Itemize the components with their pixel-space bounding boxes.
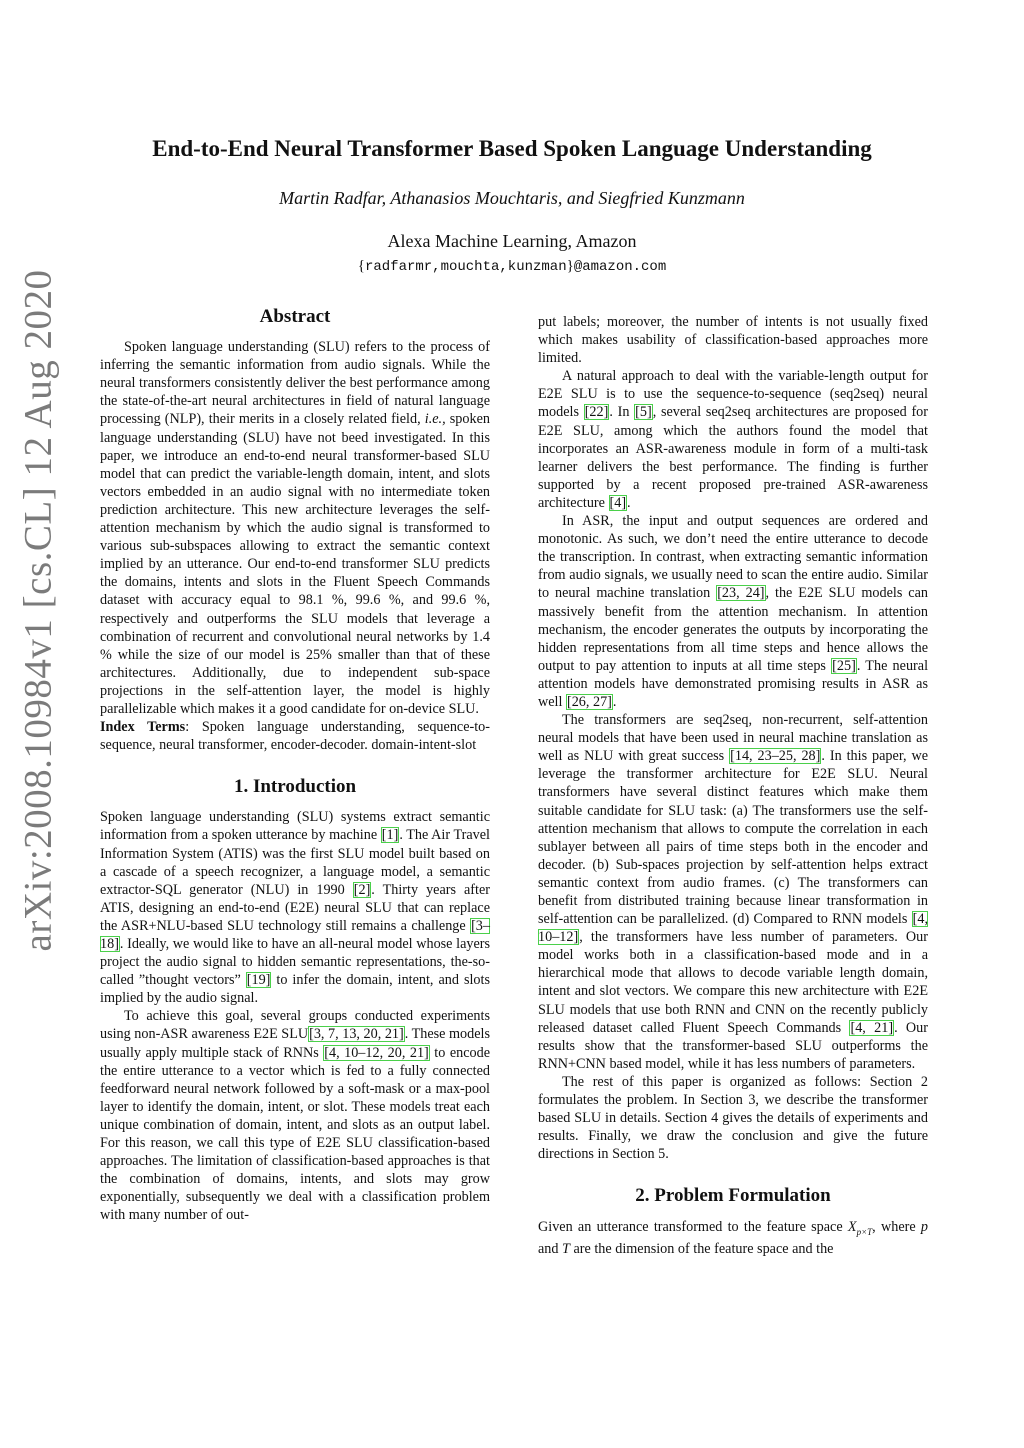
citation-link[interactable]: [22] <box>584 404 609 421</box>
citation-link[interactable]: [4, 10–12, 20, 21] <box>324 1044 429 1061</box>
arxiv-stamp-text: arXiv:2008.10984v1 [cs.CL] 12 Aug 2020 <box>16 269 60 951</box>
citation-link[interactable]: [14, 23–25, 28] <box>730 748 821 765</box>
citation-link[interactable]: [5] <box>635 404 652 421</box>
section-heading-problem-formulation: 2. Problem Formulation <box>635 1185 831 1207</box>
right-column <box>538 313 928 1259</box>
right-paragraph-6 <box>538 1218 928 1259</box>
citation-link[interactable]: [1] <box>381 827 399 844</box>
right-paragraph-5: The rest of this paper is organized as follows: Section 2 formulates the problem. In Section 3, we describe the transformer based SLU in details. Section 4 gives the details of experiments and results. Finally, we draw the conclusion and give the future directions in Section 5. <box>538 1073 928 1163</box>
math-t: T <box>562 1241 570 1258</box>
paper-email[interactable] <box>0 258 1024 275</box>
index-terms <box>100 718 490 754</box>
citation-link[interactable]: [3, 7, 13, 20, 21] <box>309 1026 404 1043</box>
abstract-text-b: spoken language understanding (SLU) have not beed investigated. In this paper, we introduce an end-to-end neural transformer-based SLU model that can predict the variable-length domain, intent, and slots vectors embedded in an audio signal with no intermediate token prediction architecture. This new architecture leverages the self-attention mechanism by which the audio signal is transformed to various sub-subspaces allowing to extract the semantic context implied by an utterance. Our end-to-end transformer SLU predicts the domains, intents and slots in the Fluent Speech Commands dataset with accuracy equal to 98.1 %, 99.6 %, and 99.6 %, respectively and outperforms the SLU models that leverage a combination of recurrent and convolutional neural networks by 1.4 % while the size of our model is 25% smaller than that of these architectures. Additionally, due to independent sub-space projections in the self-attention layer, the model is highly parallelizable which makes it a good candidate for on-device SLU. <box>100 411 490 717</box>
right-p4-text: . Our results show that the transformer-based SLU outperforms the RNN+CNN based model, while it has less numbers of parameters. <box>538 1019 928 1072</box>
citation-link[interactable]: [26, 27] <box>566 693 612 710</box>
citation-link[interactable]: [4, 10–12] <box>538 911 928 946</box>
right-p3-text: . <box>612 693 617 710</box>
math-x-subscript: p×T <box>856 1226 873 1237</box>
intro-p1-text: . Thirty years after ATIS, designing an end-to-end (E2E) neural SLU that can replace the ASR+NLU-based SLU technology still remains a challenge <box>100 881 490 934</box>
right-p2-text: . <box>627 494 631 511</box>
right-p2-text: A natural approach to deal with the variable-length output for E2E SLU is to use the sequence-to-sequence (seq2seq) neural models <box>538 368 928 421</box>
abstract-heading: Abstract <box>259 306 331 327</box>
abstract-text-a: Spoken language understanding (SLU) refers to the process of inferring the semantic information from audio signals. While the neural transformers consistently deliver the best performance among the state-of-the-art neural architectures in field of natural language processing (NLP), their merits in a closely related field, <box>100 339 490 428</box>
math-p: p <box>920 1218 928 1235</box>
right-p4-text: . In this paper, we leverage the transformer architecture for E2E SLU. Neural transformers have several distinct features which make them suitable candidate for SLU task: (a) The transformers use the self-attention mechanism that allows to compute the correlation in each sublayer between all pairs of time steps both in the encoder and decoder. (b) Sub-spaces projection by self-attention helps extract semantic context from audio frames. (c) The transformers can benefit from distributed training because linear transformation in self-attention can be parallelized. (d) Compared to RNN models <box>538 748 928 928</box>
right-paragraph-2 <box>538 367 928 512</box>
citation-link[interactable]: [2] <box>353 881 371 898</box>
right-p3-text: , the E2E SLU models can massively benefit from the attention mechanism. In attention mechanism, the encoder generates the outputs by incorporating the hidden representations from all time steps and hence allows the output to pay attention to inputs at all time steps <box>538 585 928 674</box>
citation-link[interactable]: [4] <box>609 494 627 511</box>
intro-p2-text: To achieve this goal, several groups conducted experiments using non-ASR awareness E2E SLU <box>100 1008 490 1043</box>
intro-p2-text: . These models usually apply multiple stack of RNNs <box>100 1026 490 1061</box>
right-p3-text: In ASR, the input and output sequences are ordered and monotonic. As such, we don’t need the entire utterance to decode the transcription. In contrast, when extracting semantic information from audio signals, we usually need to scan the entire audio. Similar to neural machine translation <box>538 513 928 602</box>
intro-p1-text: . Ideally, we would like to have an all-neural model whose layers project the audio signal to hidden semantic representations, the-so-called ”thought vectors” <box>100 936 490 989</box>
right-p6-text: and <box>538 1241 563 1258</box>
paper-authors: Martin Radfar, Athanasios Mouchtaris, and Siegfried Kunzmann <box>279 188 745 208</box>
email-brace-open: { <box>357 258 365 274</box>
left-column <box>100 308 490 1225</box>
right-paragraph-1: put labels; moreover, the number of intents is not usually fixed which makes usability of classification-based approaches more limited. <box>538 314 928 367</box>
intro-p1-text: . The Air Travel Information System (ATIS) was the first SLU model built based on a cascade of a speech recognizer, a language model, a semantic extractor-SQL generator (NLU) in 1990 <box>100 827 490 898</box>
intro-paragraph-2 <box>100 1007 490 1224</box>
intro-p1-text: Spoken language understanding (SLU) systems extract semantic information from a spoken utterance by machine <box>100 809 490 844</box>
email-domain: @amazon.com <box>573 259 667 275</box>
index-terms-text: : Spoken language understanding, sequence-to-sequence, neural transformer, encoder-decoder. domain-intent-slot <box>100 719 490 754</box>
index-terms-label: Index Terms <box>100 719 186 736</box>
intro-paragraph-1 <box>100 808 490 1007</box>
right-p2-text: , several seq2seq architectures are proposed for E2E SLU, among which the authors found the model that incorporates an ASR-awareness module in form of a multi-task learner delivers the best performance. The finding is further supported by a recent proposed pre-trained ASR-awareness architecture <box>538 404 928 511</box>
citation-link[interactable]: [25] <box>832 657 856 674</box>
math-x-symbol: X <box>847 1218 857 1235</box>
section-heading-introduction: 1. Introduction <box>233 776 357 798</box>
right-p6-text: , where <box>872 1218 921 1235</box>
right-p3-text: . The neural attention models have demonstrated promising results in ASR as well <box>538 657 929 710</box>
right-p6-text: are the dimension of the feature space and the <box>569 1241 834 1258</box>
right-p6-text: Given an utterance transformed to the feature space <box>538 1218 848 1235</box>
abstract-ie: i.e., <box>424 411 446 428</box>
arxiv-stamp <box>16 160 60 1060</box>
paper-title: End-to-End Neural Transformer Based Spoken Language Understanding <box>152 136 872 161</box>
intro-p1-text: to infer the domain, intent, and slots implied by the audio signal. <box>100 972 490 1007</box>
right-paragraph-4 <box>538 711 928 1073</box>
right-p4-text: , the transformers have less number of parameters. Our model works both in a classification-based mode and in a hierarchical mode that allows to decode variable length domain, intent and slot vectors. We compare this new architecture with E2E SLU models that use both RNN and CNN on the recently publicly released dataset called Fluent Speech Commands <box>538 929 928 1036</box>
paper-affiliation: Alexa Machine Learning, Amazon <box>387 231 637 251</box>
email-users: radfarmr,mouchta,kunzman <box>364 259 567 275</box>
citation-link[interactable]: [23, 24] <box>717 585 765 602</box>
citation-link[interactable]: [19] <box>246 972 271 989</box>
intro-p2-text: to encode the entire utterance to a vector which is fed to a fully connected feedforward neural network followed by a soft-mask or a max-pool layer to identify the domain, intent, or slot. These models treat each unique combination of domain, intent, and slots as an output label. For this reason, we call this type of E2E SLU classification-based approaches. The limitation of classification-based approaches is that the combination of domains, intents, and slots may grow exponentially, subsequently we deal with a classification problem with many number of out- <box>100 1044 490 1224</box>
right-p2-text: . In <box>609 404 635 421</box>
math-x <box>848 1219 872 1235</box>
abstract-paragraph <box>100 338 490 718</box>
right-paragraph-3 <box>538 512 928 711</box>
citation-link[interactable]: [3–18] <box>100 917 490 952</box>
citation-link[interactable]: [4, 21] <box>850 1019 894 1036</box>
email-brace-close: } <box>566 258 574 274</box>
right-p4-text: The transformers are seq2seq, non-recurrent, self-attention neural models that have been used in neural machine translation as well as NLU with great success <box>538 712 928 765</box>
